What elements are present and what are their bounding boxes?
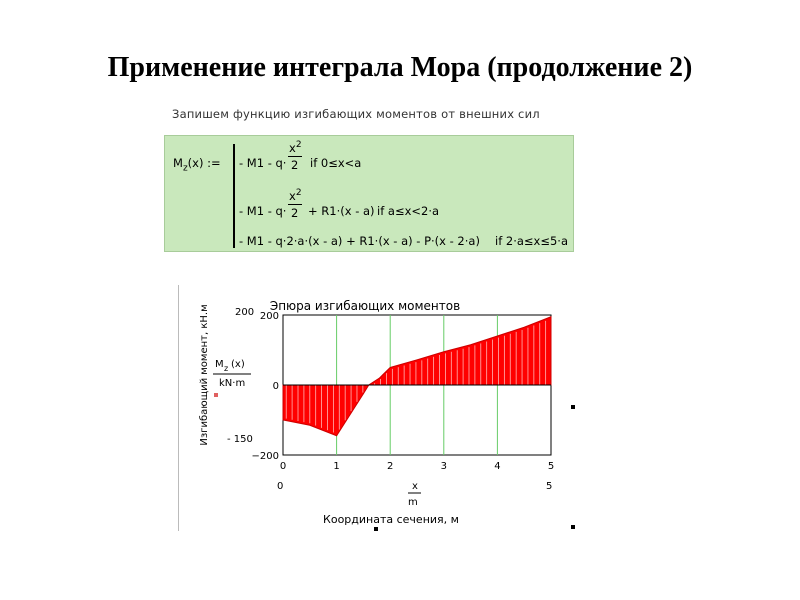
y-expr-subscript: z <box>224 364 229 373</box>
case-1-expression: - M1 - q· <box>239 156 287 170</box>
formula-lhs-subscript: z <box>182 163 188 174</box>
y-tick-label: 0 <box>272 381 279 392</box>
x-expr-denominator: m <box>408 497 418 508</box>
formula-lhs-argument: (x) := <box>187 156 221 170</box>
y-range-top: 200 <box>235 307 255 318</box>
case-2-frac-numerator: x <box>289 188 296 203</box>
case-2-frac-exponent: 2 <box>295 188 302 198</box>
case-1-frac-numerator: x <box>289 140 296 155</box>
case-2-tail: + R1·(x - a) <box>308 204 375 218</box>
case-1-fraction-bar <box>288 156 302 157</box>
case-1-frac-den: 2 <box>291 158 299 172</box>
y-expression <box>213 359 251 397</box>
y-range-bottom: - 150 <box>227 434 253 445</box>
x-axis-label: Координата сечения, м <box>323 513 459 526</box>
y-tick-label: 200 <box>259 311 279 322</box>
x-expr-numerator: x <box>412 481 418 492</box>
x-range-right: 5 <box>546 481 553 492</box>
moment-area <box>283 317 551 436</box>
x-range-left: 0 <box>277 481 284 492</box>
y-expr-denominator: kN·m <box>219 378 246 389</box>
formula-lhs-symbol: M <box>173 156 183 170</box>
formula-lhs <box>173 156 221 173</box>
x-tick-label: 2 <box>387 461 394 472</box>
case-2-frac-num <box>289 188 302 203</box>
case-3-expression: - M1 - q·2·a·(x - a) + R1·(x - a) - P·(x - 2·a) <box>239 234 480 248</box>
x-expression <box>408 481 421 508</box>
moment-function-formula <box>164 135 574 252</box>
y-expr-symbol: M <box>215 359 224 370</box>
case-1-condition: if 0≤x<a <box>310 156 362 170</box>
resize-handle-right[interactable] <box>571 405 575 409</box>
slide-title: Применение интеграла Мора (продолжение 2) <box>107 52 693 83</box>
case-3-condition: if 2·a≤x≤5·a <box>495 234 569 248</box>
case-2-fraction-bar <box>288 204 302 205</box>
case-2-condition: if a≤x<2·a <box>377 204 440 218</box>
x-tick-label: 5 <box>547 461 555 472</box>
piecewise-brace <box>233 144 235 248</box>
moment-diagram-chart <box>179 285 575 531</box>
case-1-frac-num <box>289 140 302 155</box>
y-tick-label: −200 <box>251 451 279 462</box>
resize-handle-bottom[interactable] <box>374 527 378 531</box>
x-tick-label: 1 <box>333 461 340 472</box>
case-1-frac-exponent: 2 <box>295 140 302 150</box>
formula-caption: Запишем функцию изгибающих моментов от внешних сил <box>172 107 540 121</box>
case-2-frac-den: 2 <box>291 206 299 220</box>
x-tick-label: 4 <box>494 461 501 472</box>
chart-region <box>178 285 575 531</box>
chart-title: Эпюра изгибающих моментов <box>269 299 461 313</box>
placeholder-marker <box>214 393 218 397</box>
case-2-expression: - M1 - q· <box>239 204 287 218</box>
y-axis-label: Изгибающий момент, кН.м <box>199 304 210 446</box>
resize-handle-corner[interactable] <box>571 525 575 529</box>
y-expr-argument: (x) <box>231 359 245 370</box>
x-tick-label: 0 <box>279 461 287 472</box>
x-tick-label: 3 <box>440 461 447 472</box>
